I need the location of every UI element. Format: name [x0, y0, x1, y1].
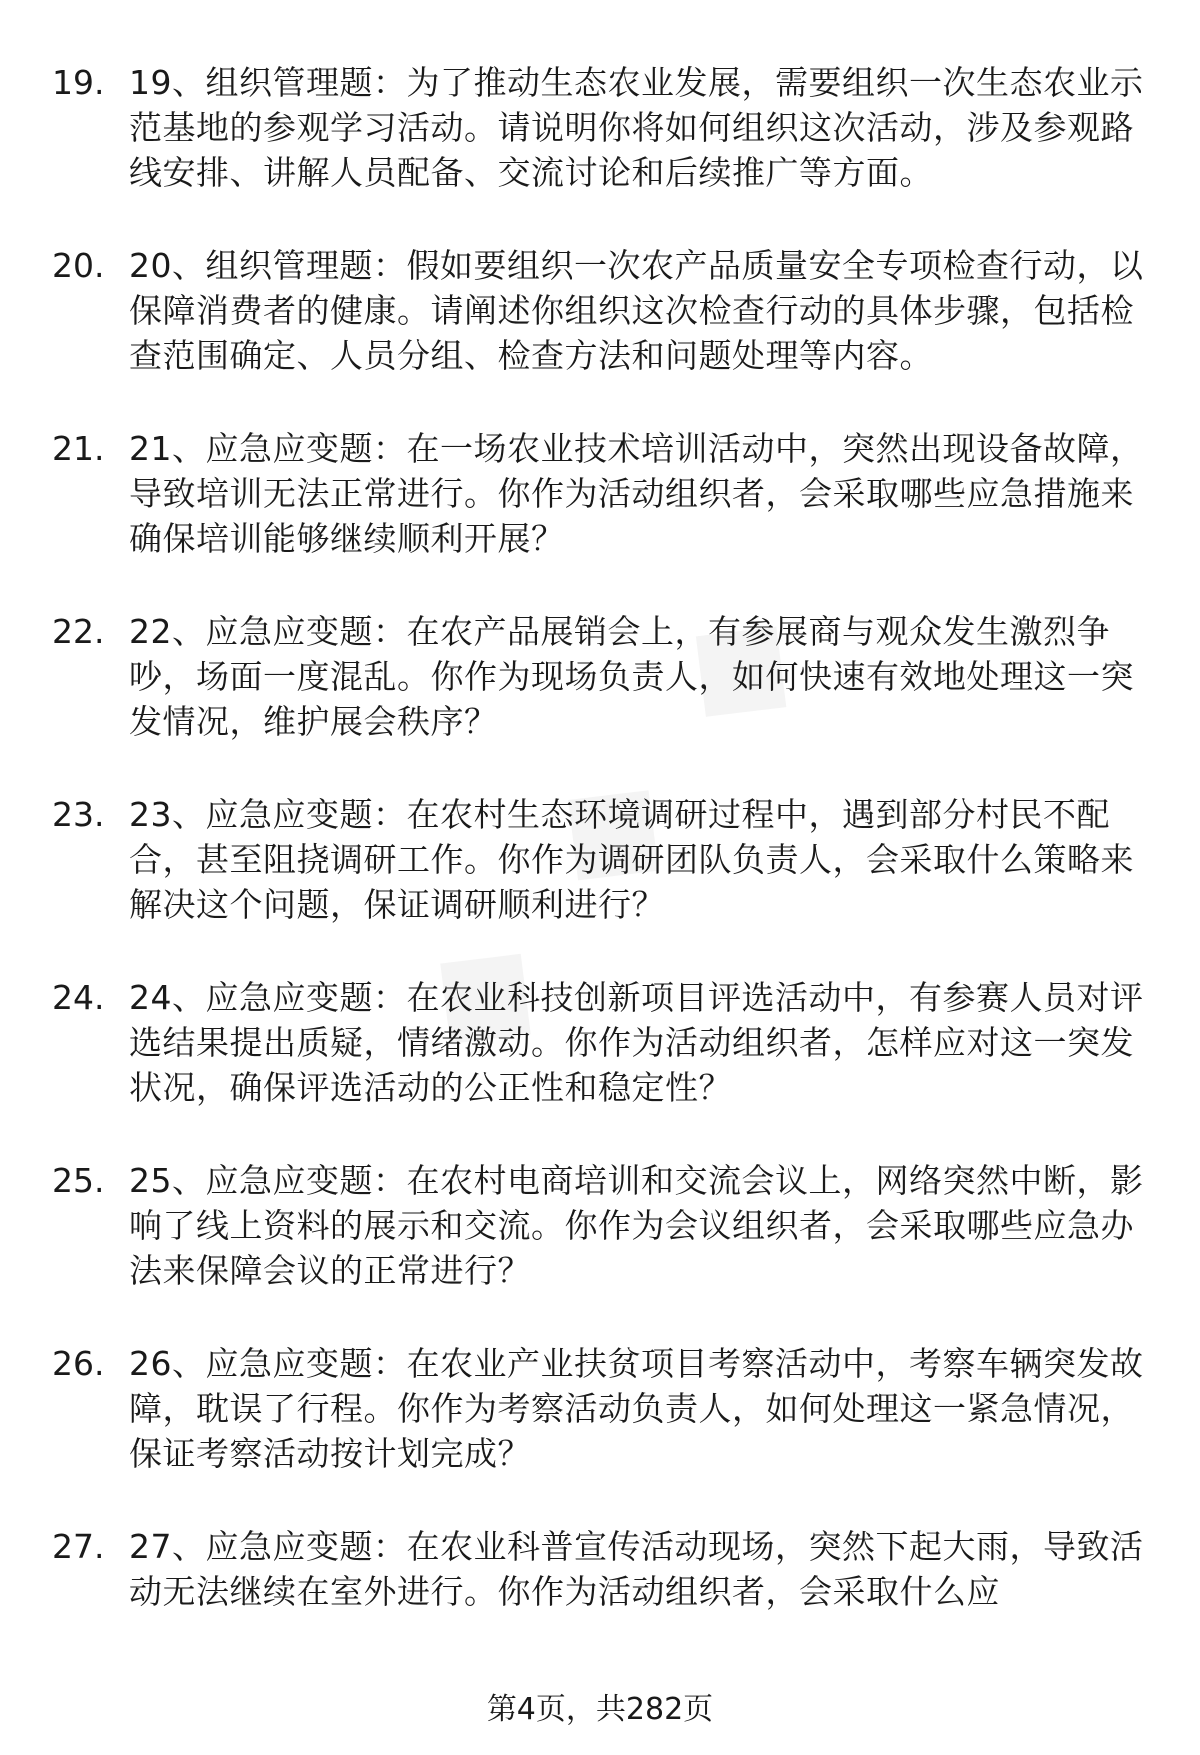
question-text: 23、应急应变题：在农村生态环境调研过程中，遇到部分村民不配合，甚至阻挠调研工作。你作为调研团队负责人，会采取什么策略来解决这个问题，保证调研顺利进行？: [129, 795, 1134, 924]
page-footer: [0, 1690, 1200, 1730]
question-text: 25、应急应变题：在农村电商培训和交流会议上，网络突然中断，影响了线上资料的展示和交流。你作为会议组织者，会采取哪些应急办法来保障会议的正常进行？: [129, 1161, 1144, 1290]
question-number: 20.: [52, 246, 105, 285]
question-number: 25.: [52, 1161, 105, 1200]
question-number: 21.: [52, 429, 105, 468]
question-text: 27、应急应变题：在农业科普宣传活动现场，突然下起大雨，导致活动无法继续在室外进行。你作为活动组织者，会采取什么应: [129, 1527, 1144, 1611]
page-number-label: 第4页，共282页: [486, 1692, 714, 1727]
question-number: 24.: [52, 978, 105, 1017]
question-number: 27.: [52, 1527, 105, 1566]
list-item: [52, 975, 1152, 1110]
question-number: 22.: [52, 612, 105, 651]
list-item: [52, 609, 1152, 744]
list-item: [52, 792, 1152, 927]
list-item: [52, 1341, 1152, 1476]
question-text: 19、组织管理题：为了推动生态农业发展，需要组织一次生态农业示范基地的参观学习活动。请说明你将如何组织这次活动，涉及参观路线安排、讲解人员配备、交流讨论和后续推广等方面。: [129, 63, 1144, 192]
question-number: 23.: [52, 795, 105, 834]
question-text: 24、应急应变题：在农业科技创新项目评选活动中，有参赛人员对评选结果提出质疑，情绪激动。你作为活动组织者，怎样应对这一突发状况，确保评选活动的公正性和稳定性？: [129, 978, 1144, 1107]
list-item: [52, 1158, 1152, 1293]
question-list: [52, 60, 1152, 1662]
question-number: 19.: [52, 63, 105, 102]
list-item: [52, 60, 1152, 195]
question-text: 26、应急应变题：在农业产业扶贫项目考察活动中，考察车辆突发故障，耽误了行程。你作为考察活动负责人，如何处理这一紧急情况，保证考察活动按计划完成？: [129, 1344, 1144, 1473]
question-text: 21、应急应变题：在一场农业技术培训活动中，突然出现设备故障，导致培训无法正常进行。你作为活动组织者，会采取哪些应急措施来确保培训能够继续顺利开展？: [129, 429, 1144, 558]
question-number: 26.: [52, 1344, 105, 1383]
list-item: [52, 1524, 1152, 1614]
list-item: [52, 243, 1152, 378]
question-text: 20、组织管理题：假如要组织一次农产品质量安全专项检查行动，以保障消费者的健康。请阐述你组织这次检查行动的具体步骤，包括检查范围确定、人员分组、检查方法和问题处理等内容。: [129, 246, 1144, 375]
list-item: [52, 426, 1152, 561]
question-text: 22、应急应变题：在农产品展销会上，有参展商与观众发生激烈争吵，场面一度混乱。你作为现场负责人，如何快速有效地处理这一突发情况，维护展会秩序？: [129, 612, 1134, 741]
